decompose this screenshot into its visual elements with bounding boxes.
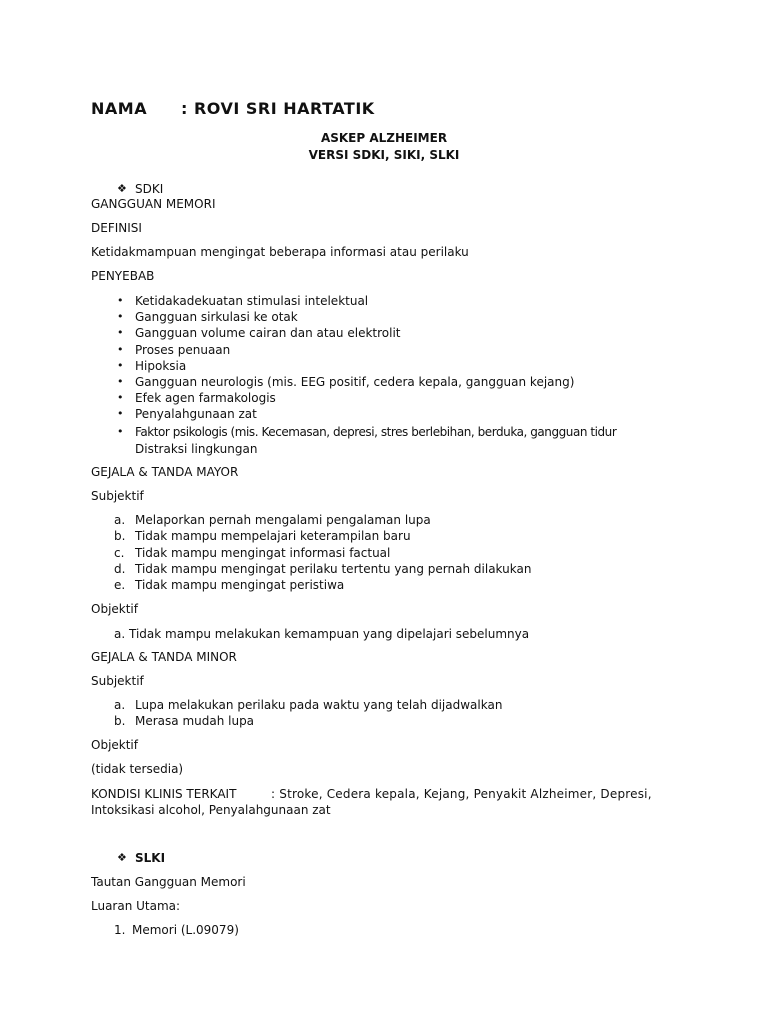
kondisi-value-continuation: Intoksikasi alcohol, Penyalahgunaan zat: [91, 803, 331, 817]
list-item: a. Lupa melakukan perilaku pada waktu yang telah dijadwalkan: [114, 698, 503, 712]
mayor-subjektif-label: Subjektif: [91, 489, 144, 503]
minor-objektif-value: (tidak tersedia): [91, 762, 184, 776]
bullet-icon: •: [117, 425, 124, 438]
penyebab-label: PENYEBAB: [91, 269, 155, 283]
diagnosis-title: GANGGUAN MEMORI: [91, 197, 216, 211]
list-item: • Gangguan sirkulasi ke otak: [117, 310, 298, 324]
mayor-objektif-item: a. Tidak mampu melakukan kemampuan yang dipelajari sebelumnya: [114, 627, 530, 641]
definisi-label: DEFINISI: [91, 221, 142, 235]
list-item: • Faktor psikologis (mis. Kecemasan, depresi, stres berlebihan, berduka, gangguan tidur: [117, 425, 617, 439]
list-item: • Ketidakadekuatan stimulasi intelektual: [117, 294, 369, 308]
list-item: c. Tidak mampu mengingat informasi factual: [114, 546, 391, 560]
slki-label: SLKI: [135, 851, 166, 865]
list-item: • Efek agen farmakologis: [117, 391, 276, 405]
sdki-label: SDKI: [135, 182, 164, 196]
bullet-icon: •: [117, 391, 124, 404]
list-item: • Gangguan volume cairan dan atau elektrolit: [117, 326, 401, 340]
list-item: b. Merasa mudah lupa: [114, 714, 255, 728]
list-item: a. Melaporkan pernah mengalami pengalaman lupa: [114, 513, 431, 527]
bullet-icon: •: [117, 294, 124, 307]
kondisi-klinis-line: [91, 786, 651, 802]
tautan-title: Tautan Gangguan Memori: [91, 875, 246, 889]
bullet-icon: •: [117, 310, 124, 323]
minor-label: GEJALA & TANDA MINOR: [91, 650, 237, 664]
list-item-continuation: Distraksi lingkungan: [135, 442, 258, 456]
list-item: d. Tidak mampu mengingat perilaku tertentu yang pernah dilakukan: [114, 562, 532, 576]
luaran-label: Luaran Utama:: [91, 899, 181, 913]
definisi-text: Ketidakmampuan mengingat beberapa informasi atau perilaku: [91, 245, 469, 259]
list-item: e. Tidak mampu mengingat peristiwa: [114, 578, 345, 592]
list-item: • Penyalahgunaan zat: [117, 407, 257, 421]
mayor-label: GEJALA & TANDA MAYOR: [91, 465, 239, 479]
mayor-objektif-label: Objektif: [91, 602, 138, 616]
nama-line: [91, 99, 375, 118]
minor-subjektif-label: Subjektif: [91, 674, 144, 688]
kondisi-label: KONDISI KLINIS TERKAIT: [91, 787, 237, 801]
doc-title: ASKEP ALZHEIMER: [320, 131, 448, 145]
nama-value: : ROVI SRI HARTATIK: [181, 99, 375, 118]
bullet-icon: •: [117, 359, 124, 372]
kondisi-value: : Stroke, Cedera kepala, Kejang, Penyakit Alzheimer, Depresi,: [271, 787, 652, 801]
bullet-icon: •: [117, 326, 124, 339]
minor-objektif-label: Objektif: [91, 738, 138, 752]
diamond-bullet-icon: ❖: [117, 851, 127, 864]
doc-subtitle: VERSI SDKI, SIKI, SLKI: [308, 148, 460, 162]
bullet-icon: •: [117, 343, 124, 356]
diamond-bullet-icon: ❖: [117, 182, 127, 195]
list-item: b. Tidak mampu mempelajari keterampilan baru: [114, 529, 411, 543]
list-item: • Gangguan neurologis (mis. EEG positif, cedera kepala, gangguan kejang): [117, 375, 575, 389]
list-item: 1. Memori (L.09079): [114, 923, 239, 937]
list-item: • Hipoksia: [117, 359, 187, 373]
bullet-icon: •: [117, 407, 124, 420]
slki-section-header: [117, 850, 197, 866]
nama-label: NAMA: [91, 99, 148, 118]
bullet-icon: •: [117, 375, 124, 388]
list-item: • Proses penuaan: [117, 343, 231, 357]
